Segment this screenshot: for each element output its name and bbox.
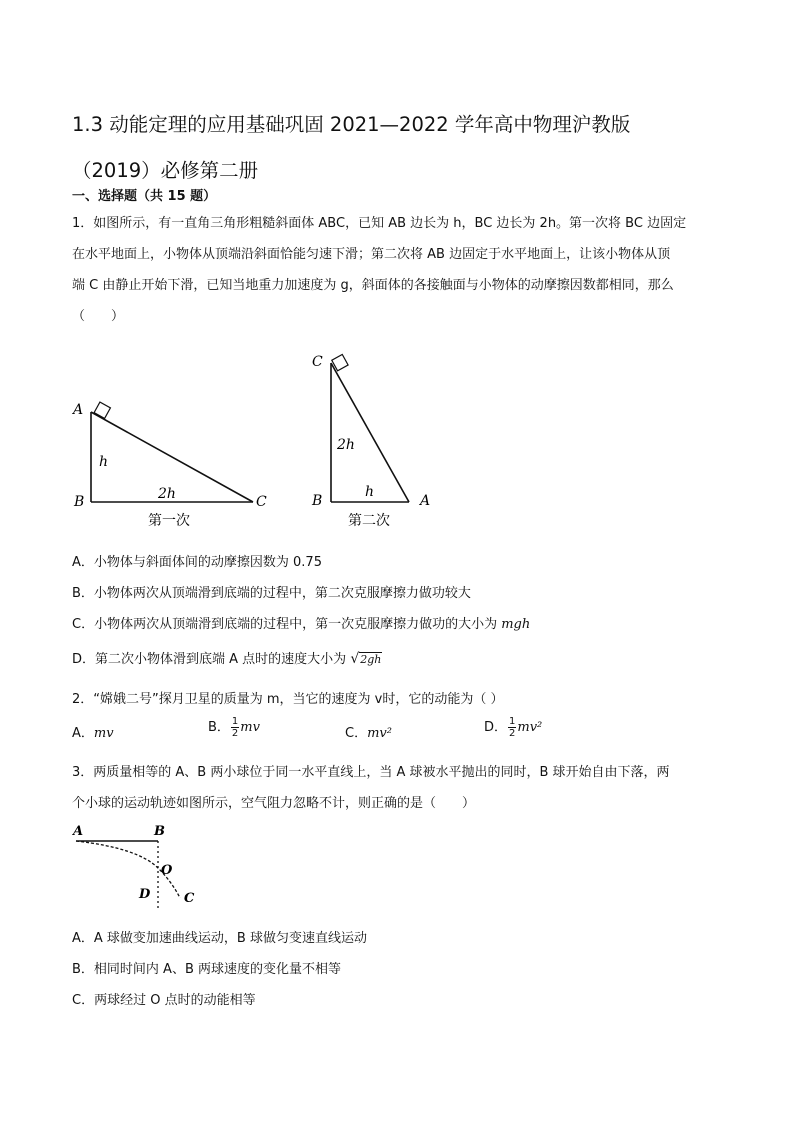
q1-line-4: （ ） — [72, 309, 125, 324]
q2-d-fraction — [508, 716, 516, 739]
q1-option-b[interactable]: B．小物体两次从顶端滑到底端的过程中，第二次克服摩擦力做功较大 — [72, 586, 471, 601]
q1-option-c-math: mgh — [501, 617, 531, 632]
q1-option-d-math: 2gh — [360, 653, 382, 666]
q2-option-d[interactable] — [484, 716, 542, 739]
q2-c-label: C． — [345, 726, 368, 741]
caption-first: 第一次 — [148, 513, 190, 529]
label-C: C — [184, 891, 195, 906]
q2-a-math: mv — [93, 726, 114, 741]
q1-line-1: 1．如图所示，有一直角三角形粗糙斜面体 ABC，已知 AB 边长为 h，BC 边长为 2h。第一次将 BC 边固定 — [72, 216, 687, 231]
q1-option-c-text: C．小物体两次从顶端滑到底端的过程中，第一次克服摩擦力做功的大小为 — [72, 617, 502, 632]
label-O: O — [161, 863, 173, 878]
label-h: h — [99, 454, 109, 470]
caption-second: 第二次 — [348, 513, 390, 529]
q1-option-c[interactable] — [72, 613, 530, 632]
q1-option-d-text: D．第二次小物体滑到底端 A 点时的速度大小为 — [72, 652, 351, 667]
label-C: C — [256, 494, 267, 510]
q1-figure-second — [300, 345, 460, 535]
q2-option-a[interactable] — [72, 722, 114, 741]
section-heading: 一、选择题（共 15 题） — [72, 189, 217, 204]
q2-d-math: mv² — [517, 720, 543, 735]
q3-trajectory-figure — [68, 818, 208, 913]
label-2h: 2h — [158, 486, 176, 502]
title-line-1: 1.3 动能定理的应用基础巩固 2021—2022 学年高中物理沪教版 — [72, 113, 631, 136]
document-title — [72, 102, 732, 194]
question-1-stem — [72, 208, 722, 332]
q1-line-2: 在水平地面上，小物体从顶端沿斜面恰能匀速下滑；第二次将 AB 边固定于水平地面上，让该小物体从顶 — [72, 247, 671, 262]
label-D: D — [139, 887, 151, 902]
label-A: A — [73, 824, 84, 839]
q2-d-label: D． — [484, 720, 508, 735]
question-2-stem: 2．“嫦娥二号”探月卫星的质量为 m，当它的速度为 v时，它的动能为（ ） — [72, 692, 504, 707]
title-line-2: （2019）必修第二册 — [72, 159, 259, 182]
label-2h: 2h — [337, 437, 355, 453]
label-B: B — [312, 493, 323, 509]
q2-b-num: 1 — [231, 716, 239, 727]
q3-line-2: 个小球的运动轨迹如图所示，空气阻力忽略不计，则正确的是（ ） — [72, 796, 476, 811]
q2-option-c[interactable] — [345, 722, 392, 741]
q3-option-a[interactable]: A．A 球做变加速曲线运动，B 球做匀变速直线运动 — [72, 931, 367, 946]
q2-d-den: 2 — [509, 728, 516, 739]
label-A: A — [73, 402, 84, 418]
q3-line-1: 3．两质量相等的 A、B 两小球位于同一水平直线上，当 A 球被水平抛出的同时，B 球开始自由下落，两 — [72, 765, 670, 780]
q2-option-b[interactable] — [208, 716, 260, 739]
q3-option-b[interactable]: B．相同时间内 A、B 两球速度的变化量不相等 — [72, 962, 341, 977]
q1-option-a[interactable]: A．小物体与斜面体间的动摩擦因数为 0.75 — [72, 555, 322, 570]
q2-b-fraction — [231, 716, 239, 739]
q2-b-label: B． — [208, 720, 230, 735]
q3-option-c[interactable]: C．两球经过 O 点时的动能相等 — [72, 993, 256, 1008]
q1-line-3: 端 C 由静止开始下滑，已知当地重力加速度为 g，斜面体的各接触面与小物体的动摩擦因数都相同，那么 — [72, 278, 674, 293]
label-C: C — [312, 354, 323, 370]
sqrt-icon: √ — [350, 651, 360, 667]
q2-b-den: 2 — [231, 728, 239, 739]
q2-a-label: A． — [72, 726, 94, 741]
label-B: B — [74, 494, 85, 510]
question-3-stem — [72, 757, 722, 819]
q1-option-d[interactable] — [72, 648, 382, 667]
q2-c-math: mv² — [367, 726, 392, 741]
q2-d-num: 1 — [509, 716, 516, 727]
label-h: h — [365, 484, 375, 500]
label-A: A — [420, 493, 431, 509]
label-B: B — [154, 824, 165, 839]
q1-figure-first — [68, 395, 278, 535]
q2-b-math: mv — [240, 720, 260, 735]
